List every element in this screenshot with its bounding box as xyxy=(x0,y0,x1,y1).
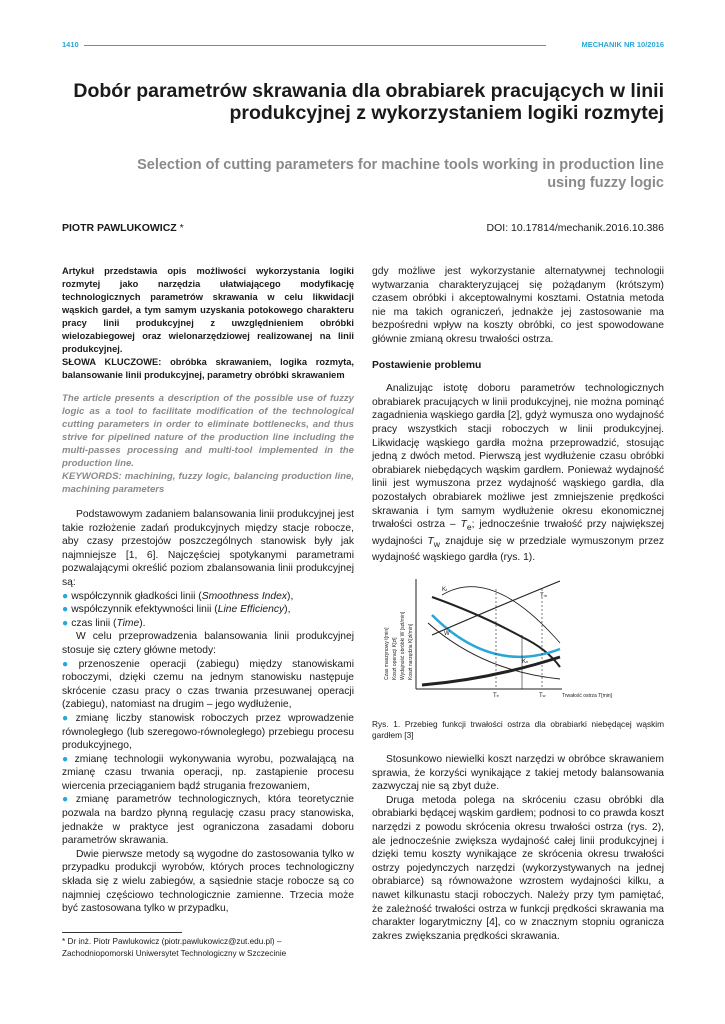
paragraph: W celu przeprowadzenia balansowania linii produkcyjnej stosuje się cztery główne metody: xyxy=(62,631,354,656)
author-name: PIOTR PAWLUKOWICZ * xyxy=(62,222,184,234)
article-title-pl: Dobór parametrów skrawania dla obrabiarek pracujących w linii produkcyjnej z wykorzystaniem logiki rozmytej xyxy=(73,80,664,124)
footnote: * Dr inż. Piotr Pawlukowicz (piotr.pawlukowicz@zut.edu.pl) – Zachodniopomorski Uniwersytet Technologiczny w Szczecinie xyxy=(62,932,354,960)
bullet-icon: ● xyxy=(62,712,73,724)
tool-life-diagram xyxy=(372,575,664,715)
bullet-icon: ● xyxy=(62,753,72,765)
bullet-icon: ● xyxy=(62,658,76,670)
abstract-pl: Artykuł przedstawia opis możliwości wykorzystania logiki rozmytej jako narzędzia ułatwiającego modyfikację technologicznych parametrów skrawania w celu likwidacji wąskich gardeł, a tym samym uzyskania potokowego charakteru pracy linii produkcyjnej z uwzględnieniem obróbki wielozabiegowej oraz wielonarzędziowej realizowanej na linii produkcyjnej. SŁOWA KLUCZOWE: obróbka skrawaniem, logika rozmyta, balansowanie linii produkcyjnej, parametry obróbki skrawaniem xyxy=(62,266,354,380)
paragraph: Druga metoda polega na skróceniu czasu obróbki dla obrabiarki będącej wąskim gardłem; podnosi to co prawda koszt narzędzi z powodu skrócenia okresu trwałości ostrza (rys. 2), ale jednocześnie zwiększa wydajność całej linii produkcyjnej i dzięki temu koszty wynikające ze skrócenia okresu trwałości ostrzy pojedynczych narzędzi (wykorzystywanych na jednej obrabiarce) są równoważone wzrostem wydajności kilku, a nawet kilkunastu stacji roboczych. Należy przy tym pamiętać, że zależność trwałości ostrza w funkcji prędkości skrawania ma charakter logarytmiczny [4], co w znacznym stopniu ogranicza zakres zwiększania prędkości skrawania. xyxy=(372,794,664,942)
ylabel-time: Czas maszynowy t[min] xyxy=(384,627,390,680)
bullet-icon: ● xyxy=(62,604,69,616)
left-column xyxy=(62,265,354,916)
paragraph: gdy możliwe jest wykorzystanie alternatywnej technologii wytwarzania charakteryzującej się pożądanym (krótszym) czasem obróbki i akceptowalnymi kosztami. Ostatnia metoda nie ma takich ograniczeń, jednakże jej zastosowanie ma bezpośredni wpływ na koszty obróbki, co jest spowodowane głównie zmianą okresu trwałości ostrza. xyxy=(372,266,664,345)
label-kt: Kt xyxy=(442,586,448,593)
label-kn: Kn xyxy=(522,658,529,665)
list-item: ● zmianę technologii wykonywania wyrobu, pozwalającą na zmianę czasu trwania operacji, np. zastąpienie procesu wiercenia przeciąganiem bądź strugania frezowaniem, xyxy=(62,753,354,792)
ylabel-cost: Koszt operacji K[zł] xyxy=(392,637,398,680)
journal-name: MECHANIK NR 10/2016 xyxy=(581,40,664,49)
author-row xyxy=(62,222,664,238)
list-item: ● współczynnik efektywności linii (Line Efficiency), xyxy=(62,604,291,616)
paragraph: Dwie pierwsze metody są wygodne do zastosowania tylko w przypadku produkcji wyrobów, których proces technologiczny składa się z wielu zabiegów, a sąsiednie stacje robocze są co najmniej częściowo technologicznie zamienne. Trzecia może być zastosowana tylko w przypadku, xyxy=(62,848,354,915)
tick-te: Te xyxy=(493,692,499,699)
paragraph: Analizując istotę doboru parametrów technologicznych obrabiarek pracujących w linii produkcyjnej, nie można pominąć zagadnienia wąskiego gardła [2], gdyż wymusza ono wydajność pracy wszystkich stacji roboczych w linii produkcyjnej. Likwidację wąskiego gardła można przeprowadzić, stosując jedną z dwóch metod. Pierwszą jest wydłużenie czasu obróbki obrabiarek niebędących wąskim gardłem. Ponieważ wydajność linii jest wymuszona przez wydajność wąskiego gardła, dla pozostałych obrabiarek możliwe jest zmniejszenie prędkości skrawania i tym samym wydłużenie okresu ekonomicznej trwałości ostrza – $T_e$; jednocześnie trwałość przy największej wydajności $T_w$ znajduje się w przedziale wymuszonym przez wydajność wąskiego gardła (rys. 1). xyxy=(372,383,665,564)
list-item: ● przenoszenie operacji (zabiegu) między stanowiskami roboczymi, dzięki czemu na jednym stanowisku następuje skrócenie czasu pracy o czas trwania przesuwanej operacji (zabiegu), natomiast na drugim – jego wydłużenie, xyxy=(62,658,354,711)
bullet-icon: ● xyxy=(62,794,73,806)
base-curve xyxy=(422,657,560,685)
tick-tw: Tw xyxy=(539,692,546,699)
label-w: W xyxy=(444,630,450,637)
keywords-en: KEYWORDS: machining, fuzzy logic, balancing production line, machining parameters xyxy=(62,471,354,495)
figure-caption: Rys. 1. Przebieg funkcji trwałości ostrza dla obrabiarki niebędącej wąskim gardłem [3] xyxy=(372,718,664,740)
x-axis-label: Trwałość ostrza T[min] xyxy=(562,692,613,699)
figure-1 xyxy=(372,575,664,715)
doi: DOI: 10.17814/mechanik.2016.10.386 xyxy=(486,222,664,234)
list-item: ● zmianę liczby stanowisk roboczych przez wprowadzenie równoległego (lub szeregowo-równoległego) przebiegu procesu produkcyjnego, xyxy=(62,712,354,752)
paragraph: Podstawowym zadaniem balansowania linii produkcyjnej jest takie rozłożenie zadań produkcyjnych między stacje robocze, aby czasy przestojów poszczególnych stanowisk były jak najmniejsze [1, 6]. Najczęściej spotykanymi parametrami pozwalającymi określić poziom zbalansowania linii produkcyjnej są: xyxy=(62,509,354,588)
keywords-pl: SŁOWA KLUCZOWE: obróbka skrawaniem, logika rozmyta, balansowanie linii produkcyjnej, parametry obróbki skrawaniem xyxy=(62,357,354,380)
list-item: ● współczynnik gładkości linii (Smoothness Index), xyxy=(62,590,294,602)
bullet-icon: ● xyxy=(62,617,69,629)
list-item: ● zmianę parametrów technologicznych, która teoretycznie pozwala na bardzo płynną regulację czasu pracy stanowiska, jednakże w praktyce jest ograniczona zasadami doboru parametrów skrawania. xyxy=(62,794,354,847)
header-rule xyxy=(84,45,546,46)
ylabel-efficiency: Wydajność obróbki W [szt/min] xyxy=(400,611,406,680)
ylabel-tool-cost: Koszt narzędzia K[zł/min] xyxy=(408,623,414,680)
footnote-rule xyxy=(62,932,182,933)
bullet-icon: ● xyxy=(62,590,69,602)
section-heading: Postawienie problemu xyxy=(372,359,482,371)
running-header xyxy=(62,40,664,52)
article-title-en: Selection of cutting parameters for machine tools working in production line using fuzzy logic xyxy=(137,157,664,191)
abstract-en: The article presents a description of the possible use of fuzzy logic as a tool to facilitate modification of the technological cutting parameters in order to eliminate bottlenecks, and thus strive for pipelined nature of the production line including the multi-passes processing and multi-tool implemented in the production line. KEYWORDS: machining, fuzzy logic, balancing production line, machining parameters xyxy=(62,393,354,495)
right-column xyxy=(372,265,664,943)
paragraph: Stosunkowo niewielki koszt narzędzi w obróbce skrawaniem sprawia, że korzyści wynikające z takiej metody balansowania zazwyczaj nie są zbyt duże. xyxy=(372,753,664,793)
list-item: ● czas linii (Time). xyxy=(62,617,146,629)
page-number: 1410 xyxy=(62,40,79,49)
label-tm: Tm xyxy=(540,592,548,599)
